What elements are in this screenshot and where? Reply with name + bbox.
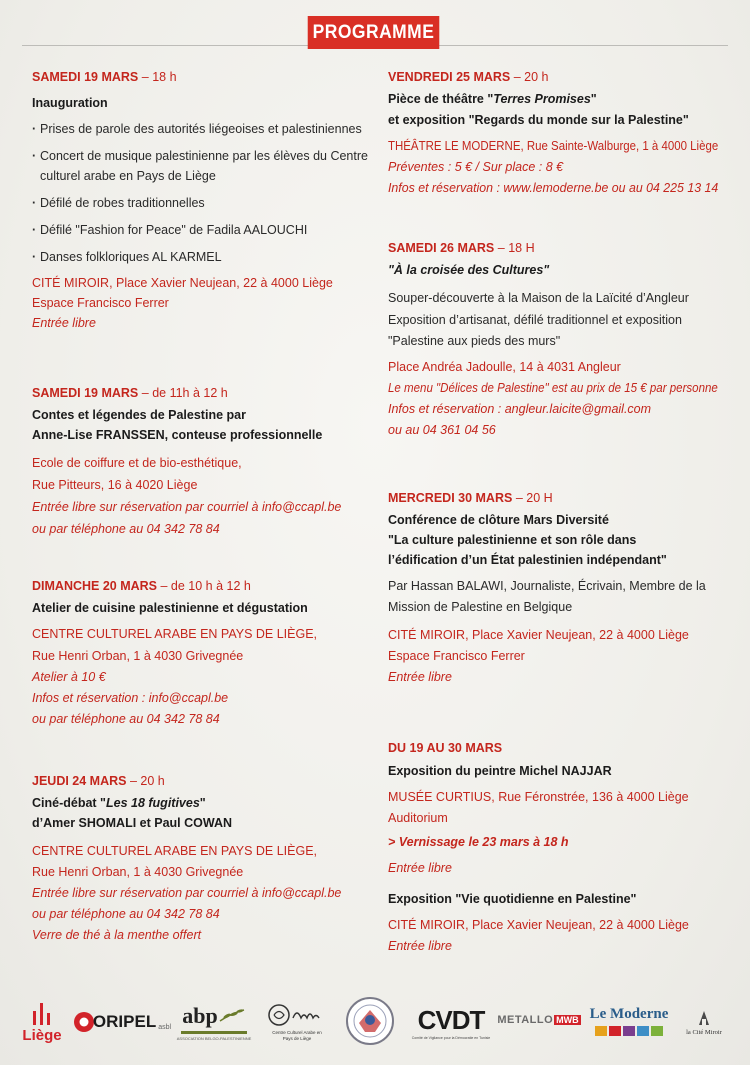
liege-logo-text: Liège <box>22 1026 62 1044</box>
event-text: Souper-découverte à la Maison de la Laïcité d’Angleur <box>388 291 689 305</box>
cvdt-logo-text: CVDT <box>417 1004 485 1035</box>
event-info: ou par téléphone au 04 342 78 84 <box>32 712 220 726</box>
event-date: SAMEDI 19 MARS – de 11h à 12 h <box>32 386 228 400</box>
event-title: Pièce de théâtre "Terres Promises" <box>388 92 597 106</box>
abp-underline <box>181 1031 247 1034</box>
event-venue: CITÉ MIROIR, Place Xavier Neujean, 22 à 4000 Liège <box>388 918 689 932</box>
event-venue: CENTRE CULTUREL ARABE EN PAYS DE LIÈGE, <box>32 627 318 641</box>
event-text: Mission de Palestine en Belgique <box>388 600 573 614</box>
le-moderne-color-blocks <box>595 1026 663 1036</box>
event-text: Exposition d’artisanat, défilé traditionnel et exposition <box>388 313 682 327</box>
event-expositions <box>388 738 718 956</box>
olive-branch-icon <box>218 1007 246 1025</box>
event-info: ou au 04 361 04 56 <box>388 423 496 437</box>
event-venue: Place Andréa Jadoulle, 14 à 4031 Angleur <box>388 360 621 374</box>
metallo-logo-text: METALLO <box>497 1014 554 1026</box>
le-moderne-logo <box>588 999 670 1043</box>
event-venue: Rue Henri Orban, 1 à 4030 Grivegnée <box>32 649 244 663</box>
event-title: Contes et légendes de Palestine par <box>32 408 246 422</box>
event-venue: Rue Pitteurs, 16 à 4020 Liège <box>32 478 198 492</box>
event-venue: CENTRE CULTUREL ARABE EN PAYS DE LIÈGE, <box>32 844 318 858</box>
event-title: l’édification d’un État palestinien indépendant" <box>388 553 667 567</box>
event-info: Le menu "Délices de Palestine" est au prix de 15 € par personne <box>388 381 718 395</box>
event-info: Infos et réservation : angleur.laicite@gmail.com <box>388 402 652 416</box>
mwb-logo-text: MWB <box>556 1015 579 1025</box>
oripel-logo-text: ORIPEL <box>92 1012 157 1031</box>
event-venue: MUSÉE CURTIUS, Rue Féronstrée, 136 à 4000 Liège <box>388 790 689 804</box>
vernissage-highlight: > Vernissage le 23 mars à 18 h <box>388 835 569 849</box>
cite-miroir-icon <box>695 1009 713 1027</box>
ccapl-logo <box>262 995 332 1049</box>
event-title: Anne-Lise FRANSSEN, conteuse professionnelle <box>32 428 323 442</box>
event-venue: Rue Henri Orban, 1 à 4030 Grivegnée <box>32 865 244 879</box>
event-info: Infos et réservation : info@ccapl.be <box>32 691 229 705</box>
oripel-logo <box>72 1007 172 1037</box>
le-moderne-logo-text: Le Moderne <box>589 1006 669 1022</box>
bullet-item: · Concert de musique palestinienne par les élèves du Centre <box>32 146 377 166</box>
event-venue: Ecole de coiffure et de bio-esthétique, <box>32 456 242 470</box>
liege-bars-icon <box>29 1001 55 1025</box>
event-text: Par Hassan BALAWI, Journaliste, Écrivain, Membre de la <box>388 579 706 593</box>
abp-logo <box>178 995 250 1049</box>
event-title: Ciné-débat "Les 18 fugitives" <box>32 796 206 810</box>
partner-logos <box>0 985 750 1055</box>
event-date: MERCREDI 30 MARS – 20 H <box>388 491 553 505</box>
event-inauguration <box>32 67 377 333</box>
event-title: Conférence de clôture Mars Diversité <box>388 513 609 527</box>
event-venue: Auditorium <box>388 811 448 825</box>
event-info: Verre de thé à la menthe offert <box>32 928 202 942</box>
cite-miroir-logo-text: la Cité Miroir <box>686 1028 722 1036</box>
event-title: Inauguration <box>32 96 108 110</box>
event-info: Entrée libre <box>388 939 452 953</box>
bullet-item: · Défilé "Fashion for Peace" de Fadila AALOUCHI <box>32 220 377 240</box>
cite-miroir-logo <box>676 997 732 1047</box>
event-date: SAMEDI 19 MARS – 18 h <box>32 70 177 84</box>
bullet-item: · Prises de parole des autorités liégeoises et palestiniennes <box>32 119 377 139</box>
abp-logo-sub: ASSOCIATION BELGO-PALESTINIENNE <box>176 1036 252 1041</box>
ccapl-logo-text: Centre Culturel Arabe en Pays de Liège <box>272 1030 322 1041</box>
event-theatre <box>388 67 718 198</box>
event-info: Atelier à 10 € <box>32 670 106 684</box>
round-emblem-logo <box>344 995 396 1047</box>
event-info: Entrée libre <box>388 670 452 684</box>
event-info: Entrée libre sur réservation par courriel à info@ccapl.be <box>32 886 342 900</box>
event-date: SAMEDI 26 MARS – 18 H <box>388 241 535 255</box>
event-venue: Espace Francisco Ferrer <box>388 649 525 663</box>
oripel-circle-icon <box>73 1011 95 1033</box>
event-venue: CITÉ MIROIR, Place Xavier Neujean, 22 à 4000 Liège <box>388 628 689 642</box>
event-venue: THÉÂTRE LE MODERNE, Rue Sainte-Walburge, 1 à 4000 Liège <box>388 139 719 153</box>
event-date: JEUDI 24 MARS – 20 h <box>32 774 165 788</box>
liege-logo <box>18 993 66 1051</box>
event-info: Entrée libre sur réservation par courriel à info@ccapl.be <box>32 500 342 514</box>
bullet-item-continued: culturel arabe en Pays de Liège <box>40 169 216 183</box>
metallo-mwb-logo <box>498 1005 580 1035</box>
event-info: ou par téléphone au 04 342 78 84 <box>32 522 220 536</box>
event-title: et exposition "Regards du monde sur la Palestine" <box>388 113 689 127</box>
event-venue: Espace Francisco Ferrer <box>32 296 169 310</box>
event-date: DIMANCHE 20 MARS – de 10 h à 12 h <box>32 579 251 593</box>
event-info: Entrée libre <box>32 316 96 330</box>
event-title: "À la croisée des Cultures" <box>388 263 550 277</box>
ccapl-emblem-icon <box>267 1002 327 1028</box>
event-croisee-cultures <box>388 238 718 440</box>
cvdt-logo <box>408 999 494 1045</box>
abp-logo-text: abp <box>182 1003 218 1028</box>
event-title: Atelier de cuisine palestinienne et dégustation <box>32 601 308 615</box>
cvdt-logo-sub: Comité de Vigilance pour la Démocratie en Tunisie <box>411 1035 491 1040</box>
event-title: d’Amer SHOMALI et Paul COWAN <box>32 816 233 830</box>
event-atelier <box>32 576 377 729</box>
event-title: "La culture palestinienne et son rôle dans <box>388 533 637 547</box>
bullet-item: · Danses folkloriques AL KARMEL <box>32 247 377 267</box>
event-date: VENDREDI 25 MARS – 20 h <box>388 70 549 84</box>
event-cine-debat <box>32 771 377 945</box>
round-emblem-icon <box>345 996 395 1046</box>
event-conference <box>388 488 718 687</box>
event-info: Entrée libre <box>388 861 452 875</box>
programme-banner: PROGRAMME <box>308 16 440 49</box>
event-date: DU 19 AU 30 MARS <box>388 741 503 755</box>
event-info: Infos et réservation : www.lemoderne.be ou au 04 225 13 14 <box>388 181 719 195</box>
event-info: ou par téléphone au 04 342 78 84 <box>32 907 220 921</box>
event-venue: CITÉ MIROIR, Place Xavier Neujean, 22 à 4000 Liège <box>32 276 333 290</box>
oripel-logo-sub: asbl <box>158 1024 172 1031</box>
event-contes <box>32 383 377 539</box>
event-title: Exposition "Vie quotidienne en Palestine" <box>388 892 637 906</box>
event-info: Préventes : 5 € / Sur place : 8 € <box>388 160 564 174</box>
bullet-item: · Défilé de robes traditionnelles <box>32 193 377 213</box>
event-text: "Palestine aux pieds des murs" <box>388 334 561 348</box>
event-title: Exposition du peintre Michel NAJJAR <box>388 764 612 778</box>
